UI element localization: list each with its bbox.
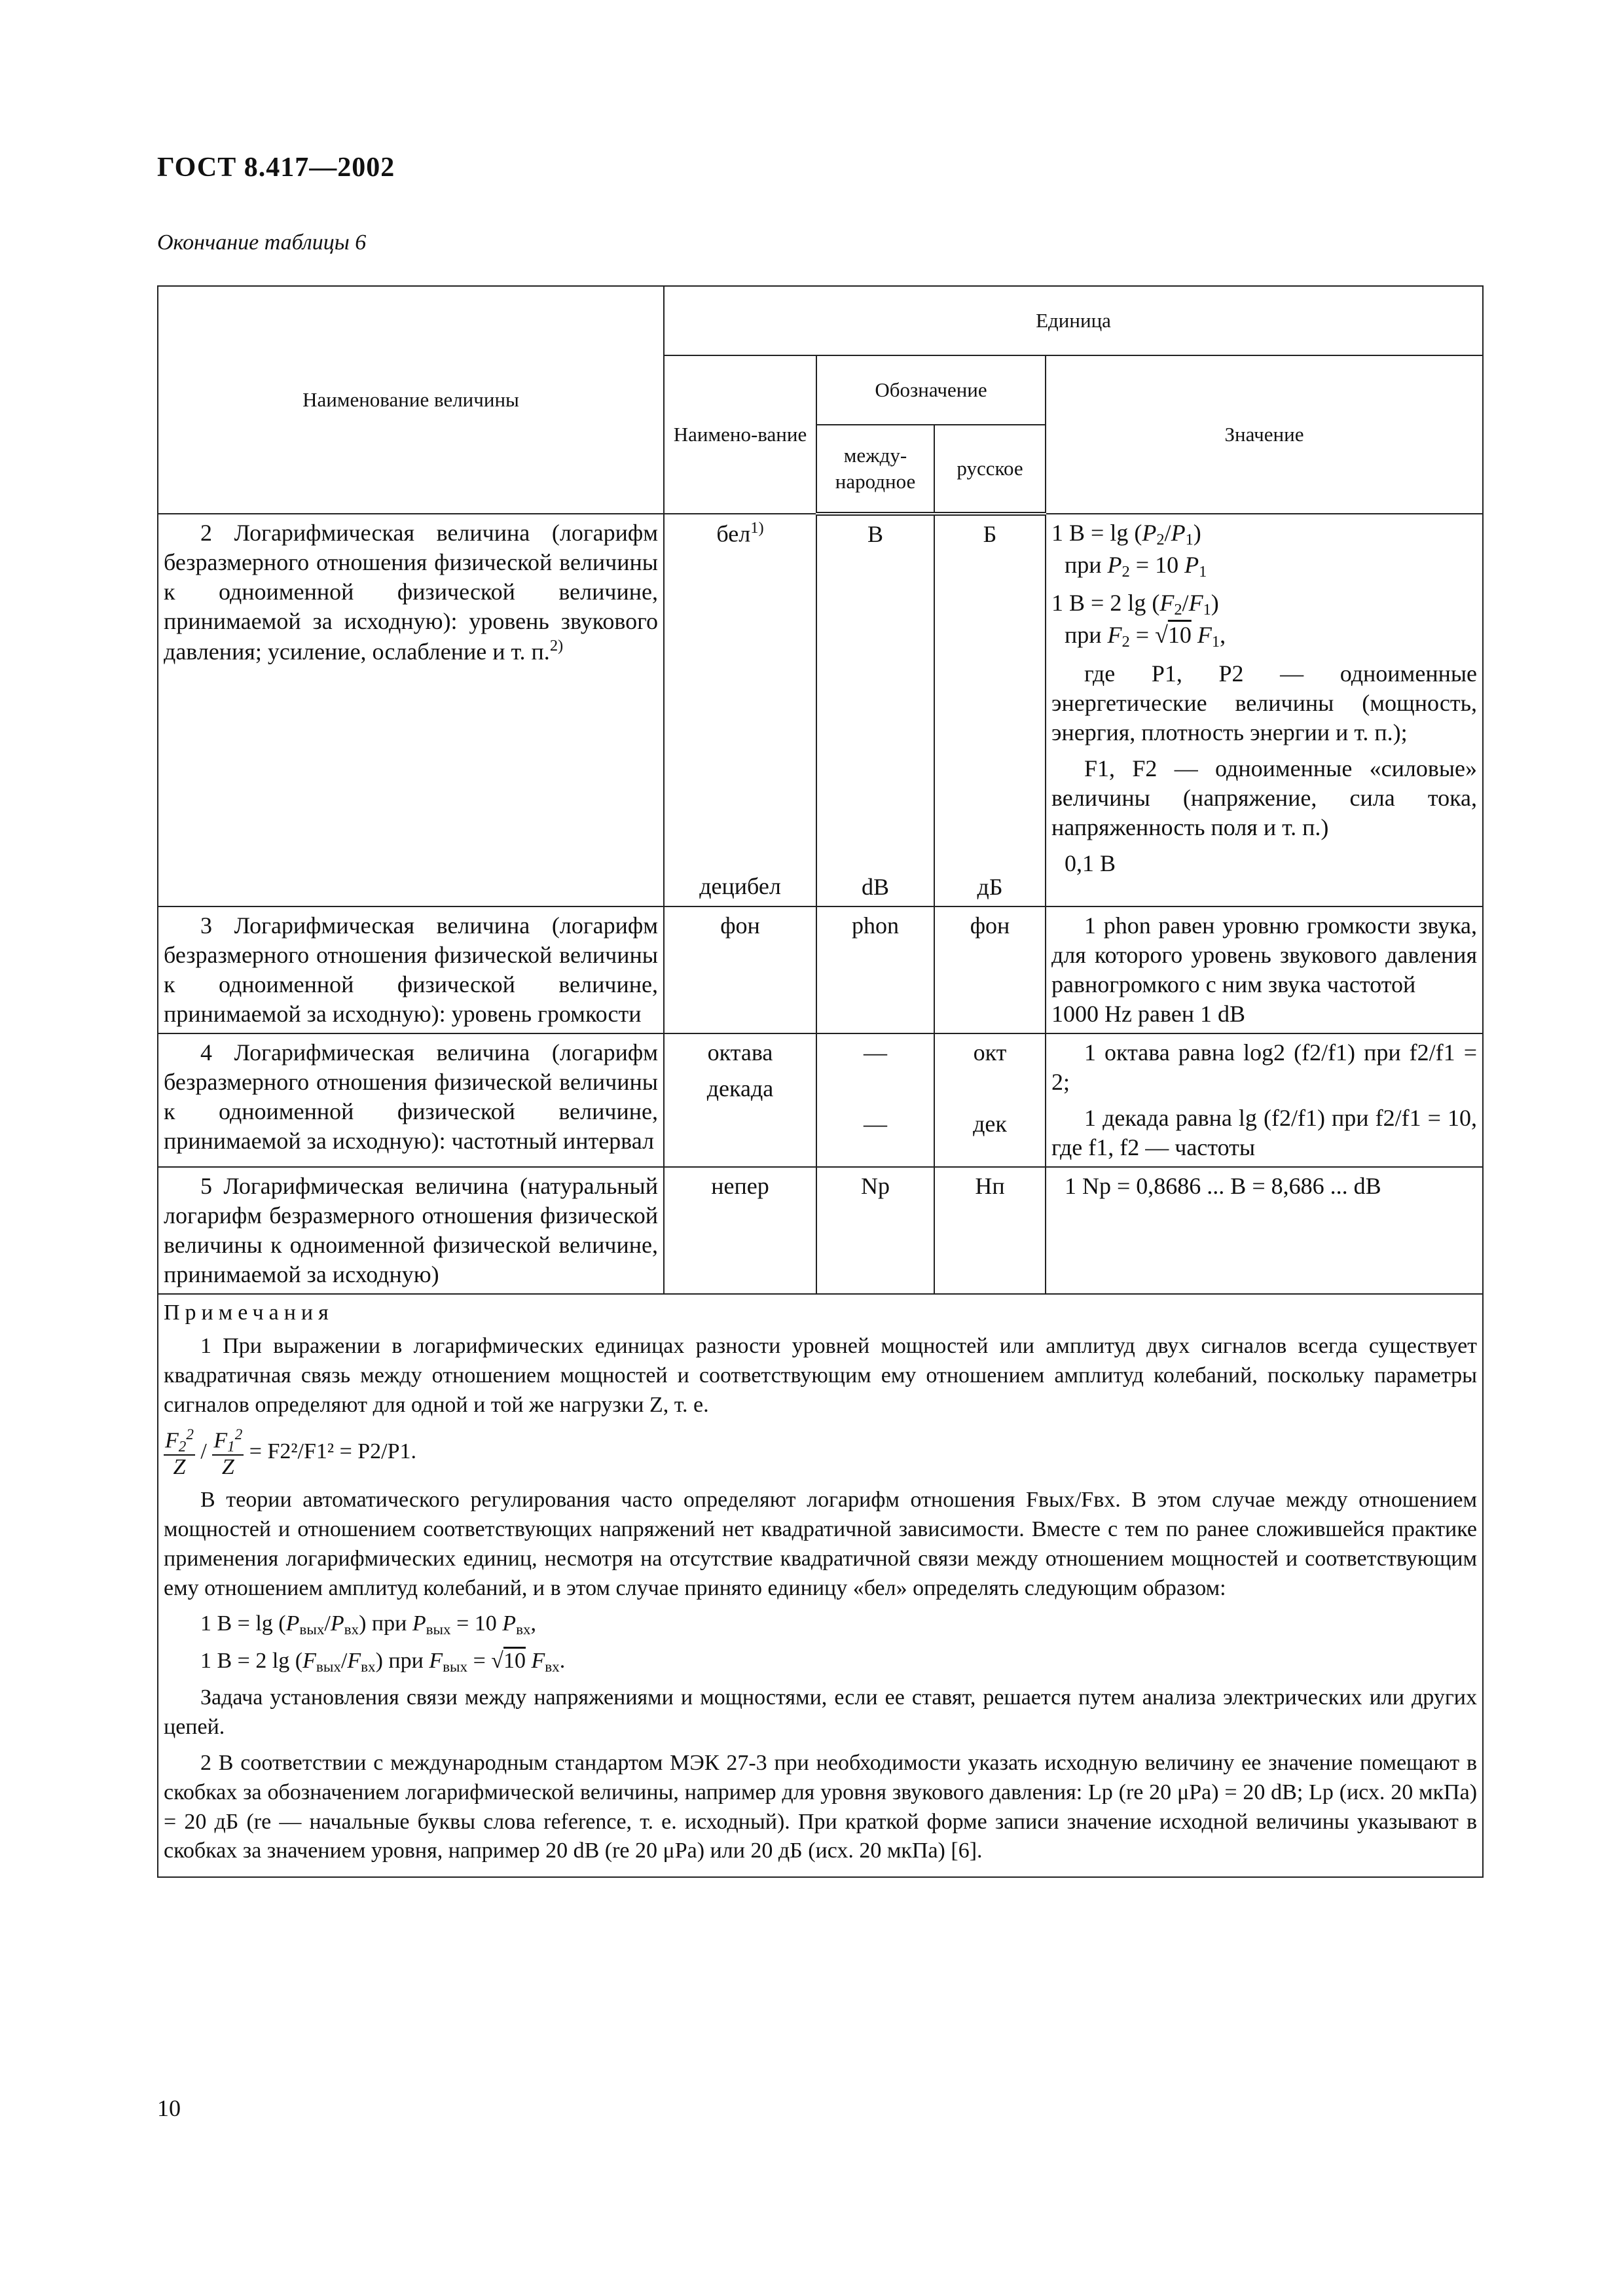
- bel-name: бел: [716, 520, 751, 547]
- table-row: [158, 1033, 1483, 1167]
- row5-unit-name: непер: [664, 1167, 816, 1294]
- bel-formula-field: 1 B = 2 $\lg (F_2/F_1)$: [1051, 590, 1219, 619]
- decade-ru: дек: [973, 1111, 1007, 1137]
- row5-value: [1046, 1167, 1483, 1294]
- header-international: между-народное: [816, 425, 934, 514]
- note-1-formula: $\frac{F_2^2}{Z}$ / $\frac{F_1^2}{Z}$ = F2²/F1² = P2/P1.: [165, 1426, 417, 1480]
- header-designation: Обозначение: [816, 355, 1046, 425]
- octave-intl: —: [864, 1039, 887, 1066]
- row4-value: [1046, 1033, 1483, 1167]
- row4-unit-names: [664, 1033, 816, 1167]
- table-header-row-1: [158, 286, 1483, 355]
- row3-international: phon: [816, 906, 934, 1033]
- header-unit: Единица: [664, 286, 1483, 355]
- note-1-text: 1 При выражении в логарифмических единицах разности уровней мощностей или амплитуд двух сигналов всегда существует квадратичная связь между отношением мощностей и соответствующим ему отношением амплитуд колебаний, поскольку параметры сигналов определяют для одной и той же нагрузки Z, т. е.: [164, 1333, 1478, 1417]
- force-quantities-note: F1, F2 — одноименные «силовые» величины (напряжение, сила тока, напряженность поля и т. п.): [1051, 755, 1478, 840]
- document-header: ГОСТ 8.417—2002: [157, 152, 395, 183]
- header-russian: русское: [934, 425, 1046, 514]
- row2-unit-names: [664, 514, 816, 906]
- decade-intl: —: [864, 1111, 887, 1137]
- neper-definition: 1 Np = 0,8686 ... B = 8,686 ... dB: [1065, 1173, 1381, 1199]
- header-quantity-name: Наименование величины: [158, 286, 664, 514]
- row5-russian: Нп: [934, 1167, 1046, 1294]
- notes-row: [158, 1294, 1483, 1877]
- notes-title: Примечания: [164, 1300, 334, 1325]
- note-1-formula-field: 1 B = 2 $\lg (F_{вых}/F_{вх})$ при $F_{вых} = √10$ $F_{вх}$.: [200, 1648, 566, 1676]
- bel-condition-power: при $P_2 = 10$ $P_1$: [1065, 551, 1207, 581]
- row3-unit-name: фон: [664, 906, 816, 1033]
- table-row: [158, 906, 1483, 1033]
- phon-definition: 1 phon равен уровню громкости звука, для которого уровень звукового давления равногромкого с ним звука частотой: [1051, 912, 1478, 997]
- row5-quantity-name: 5 Логарифмическая величина (натуральный логарифм безразмерного отношения физической величины к одноименной физической величине, принимаемой за исходную): [158, 1167, 664, 1294]
- row2-quantity-name: [158, 514, 664, 906]
- decade-name: декада: [706, 1075, 774, 1102]
- row3-russian: фон: [934, 906, 1046, 1033]
- bel-formula-power: 1 $B = \lg (P_2/P_1)$: [1051, 520, 1201, 549]
- decade-definition: 1 декада равна lg (f2/f1) при f2/f1 = 10, где f1, f2 — частоты: [1051, 1105, 1478, 1160]
- note-1-formula-power: 1 $B = \lg (P_{вых}/P_{вх})$ при $P_{вых} = 10$ $P_{вх}$,: [200, 1611, 537, 1639]
- units-table: [157, 285, 1484, 1878]
- row3-quantity-name: 3 Логарифмическая величина (логарифм безразмерного отношения физической величины к одноименной физической величине, принимаемой за исходную): уровень громкости: [158, 906, 664, 1033]
- note-1-circuits: Задача установления связи между напряжениями и мощностями, если ее ставят, решается путем анализа электрических или других цепей.: [164, 1685, 1478, 1739]
- bel-ru: Б: [983, 521, 997, 547]
- row4-russian: [934, 1033, 1046, 1167]
- page-number: 10: [157, 2095, 181, 2121]
- table-row: [158, 514, 1483, 906]
- row4-quantity-name: 4 Логарифмическая величина (логарифм безразмерного отношения физической величины к одноименной физической величине, принимаемой за исходную): частотный интервал: [158, 1033, 664, 1167]
- phon-definition-end: 1000 Hz равен 1 dB: [1051, 1001, 1245, 1027]
- bel-intl: B: [867, 521, 883, 547]
- octave-name: октава: [707, 1039, 773, 1066]
- notes-cell: [158, 1294, 1483, 1877]
- octave-definition: 1 октава равна log2 (f2/f1) при f2/f1 = 2;: [1051, 1039, 1478, 1095]
- row5-international: Np: [816, 1167, 934, 1294]
- bel-condition-field: при $F_2 = √10$ $F_1$,: [1065, 622, 1226, 651]
- row4-international: [816, 1033, 934, 1167]
- header-value: Значение: [1046, 355, 1483, 514]
- bel-footnote: 1): [750, 519, 764, 537]
- decibel-name: децибел: [699, 873, 781, 900]
- energy-quantities-note: где P1, P2 — одноименные энергетические величины (мощность, энергия, плотность энергии и т. п.);: [1051, 660, 1478, 745]
- row3-value: [1046, 906, 1483, 1033]
- octave-ru: окт: [973, 1039, 1007, 1066]
- row2-value: [1046, 514, 1483, 906]
- decibel-value: 0,1 B: [1065, 850, 1116, 876]
- row2-russian: [934, 514, 1046, 906]
- note-2-text: 2 В соответствии с международным стандартом МЭК 27-3 при необходимости указать исходную величину ее значение помещают в скобках за обозначением логарифмической величины, например для уровня звукового давления: Lp (re 20 μPa) = 20 dB; Lp (исх. 20 мкПа) = 20 дБ (re — начальные буквы слова reference, т. е. исходный). При краткой форме записи значение исходной величины указывают в скобках за значением уровня, например 20 dB (re 20 μPa) или 20 дБ (исх. 20 мкПа) [6].: [164, 1750, 1478, 1863]
- row2-name-text: 2 Логарифмическая величина (логарифм безразмерного отношения физической величины к одноименной физической величине, принимаемой за исходную): уровень звукового давления; усиление, ослабление и т. п.: [164, 520, 658, 665]
- header-unit-name: Наимено-вание: [664, 355, 816, 514]
- row2-international: [816, 514, 934, 906]
- note-1-control-theory: В теории автоматического регулирования часто определяют логарифм отношения Fвых/Fвх. В этом случае между отношением мощностей и отношением соответствующих напряжений нет квадратичной зависимости. Вместе с тем по ранее сложившейся практике применения логарифмических единиц, несмотря на отсутствие квадратичной связи между отношением мощностей и соответствующим ему отношением амплитуд колебаний, и в этом случае принято единицу «бел» определять следующим образом:: [164, 1487, 1478, 1600]
- decibel-intl: dB: [861, 874, 889, 900]
- decibel-ru: дБ: [977, 874, 1003, 900]
- row2-name-footnote: 2): [549, 637, 564, 655]
- table-caption: Окончание таблицы 6: [157, 230, 367, 255]
- table-row: [158, 1167, 1483, 1294]
